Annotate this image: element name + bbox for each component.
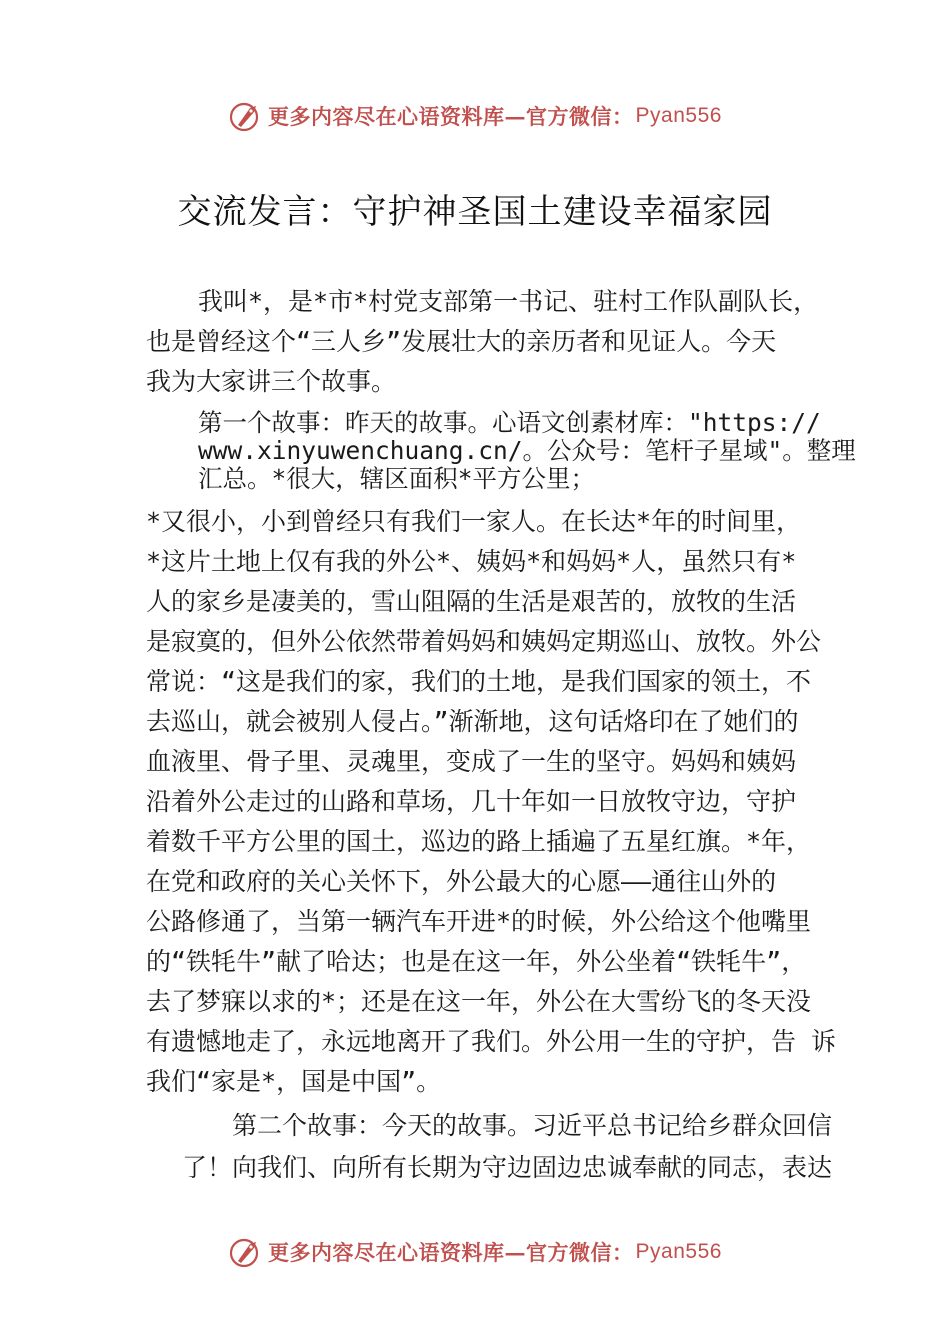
text-line: 的“铁牦牛”献了哈达；也是在这一年，外公坐着“铁牦牛”，: [146, 947, 807, 976]
text-line: 去了梦寐以求的*；还是在这一年，外公在大雪纷飞的冬天没: [146, 987, 812, 1016]
text-line: 常说：“这是我们的家，我们的土地，是我们国家的领土，不: [146, 667, 812, 696]
text-line: 沿着外公走过的山路和草场，几十年如一日放牧守边，守护: [146, 787, 797, 816]
text-line: 我们“家是*，国是中国”。: [146, 1067, 442, 1096]
text-line: 有遗憾地走了，永远地离开了我们。外公用一生的守护，告 诉: [146, 1027, 837, 1056]
page-title: 交流发言：守护神圣国土建设幸福家园: [177, 192, 773, 232]
text-line: *又很小，小到曾经只有我们一家人。在长达*年的时间里，: [146, 507, 802, 536]
text-line: 也是曾经这个“三人乡”发展壮大的亲历者和见证人。今天: [146, 327, 777, 356]
text-line: 人的家乡是凄美的，雪山阻隔的生活是艰苦的，放牧的生活: [146, 587, 797, 616]
pen-nib-logo-icon: [228, 98, 264, 134]
text-line: 去巡山，就会被别人侵占。”渐渐地，这句话烙印在了她们的: [146, 707, 799, 736]
text-line: 公路修通了，当第一辆汽车开进*的时候，外公给这个他嘴里: [146, 907, 812, 936]
text-line: 着数千平方公里的国土，巡边的路上插遍了五星红旗。*年，: [146, 827, 812, 856]
text-line: 血液里、骨子里、灵魂里，变成了一生的坚守。妈妈和姨妈: [146, 747, 797, 776]
header-banner[interactable]: [0, 96, 950, 136]
text-line: www.xinyuwenchuang.cn/。公众号：笔杆子星域"。整理: [198, 436, 856, 465]
banner-wechat-id: Pyan556: [635, 1240, 722, 1263]
banner-text: 更多内容尽在心语资料库—官方微信：: [268, 104, 634, 129]
footer-banner[interactable]: [0, 1232, 950, 1272]
text-line: 我叫*，是*市*村党支部第一书记、驻村工作队副队长，: [198, 287, 819, 316]
pen-nib-logo-icon: [228, 1234, 264, 1270]
text-line: 第一个故事：昨天的故事。心语文创素材库："https://: [198, 408, 821, 437]
text-line: 我为大家讲三个故事。: [146, 367, 397, 396]
banner-text: 更多内容尽在心语资料库—官方微信：: [268, 1240, 634, 1265]
text-line: 第二个故事：今天的故事。习近平总书记给乡群众回信: [232, 1111, 833, 1140]
text-line: 了！向我们、向所有长期为守边固边忠诚奉献的同志，表达: [182, 1153, 833, 1182]
banner-wechat-id: Pyan556: [635, 104, 722, 127]
text-line: *这片土地上仅有我的外公*、姨妈*和妈妈*人，虽然只有*: [146, 547, 797, 576]
text-line: 汇总。*很大，辖区面积*平方公里；: [198, 464, 595, 493]
text-line: 是寂寞的，但外公依然带着妈妈和姨妈定期巡山、放牧。外公: [146, 627, 822, 656]
text-line: 在党和政府的关心关怀下，外公最大的心愿——通往山外的: [146, 867, 777, 896]
